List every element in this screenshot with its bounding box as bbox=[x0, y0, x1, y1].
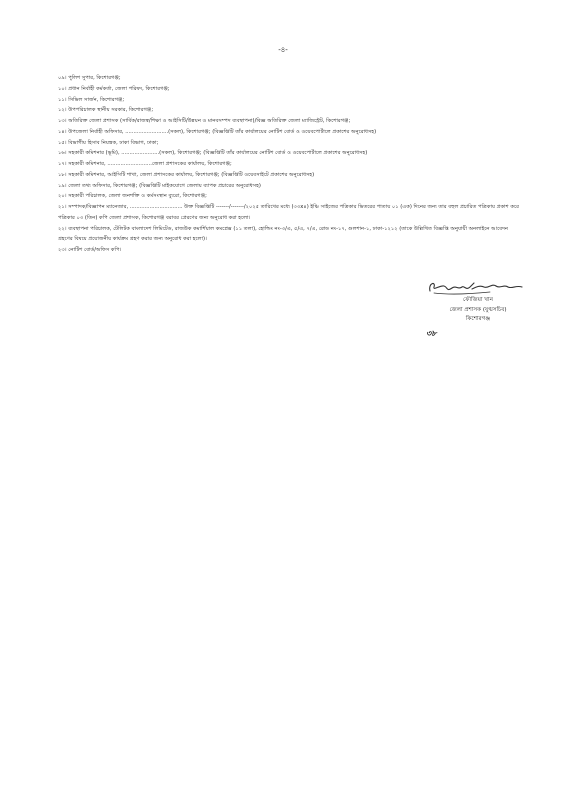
list-item: ০৯। পুলিশ সুপার, কিশোরগঞ্জ; bbox=[58, 75, 121, 81]
list-item: ২১। সম্পাদক/বিজ্ঞাপন ম্যানেজার, ................................ উক্ত বিজ্ঞপ্তিটি -------/-------/২০২৫ তারিখের মধ্যে (৩৩x৪) ইঞ্চি সাইজের পত্রিকার ভিতরের পাতায় ০১ (এক) দিনের জন্য তার বহুল প্রচারিত পত্রিকায় প্রকাশ করে পত্রিকার ০৩ (তিন) কপি জেলা প্রশাসক, কিশোরগঞ্জ বরাবর প্রেরণের জন্য অনুরোধ করা হলো। bbox=[58, 204, 519, 221]
signatory-name: ফৌজিয়া খান bbox=[463, 297, 493, 303]
signatory-designation: জেলা প্রশাসক (যুগ্মসচিব) bbox=[449, 306, 507, 313]
list-item: ১৬। সহকারী কমিশনার (ভূমি), .......................(সকল), কিশোরগঞ্জ; (বিজ্ঞপ্তিটি তাঁর কার্যালয়ের নোটিশ বোর্ড ও ওয়েবপোর্টালে প্রকাশের অনুরোধসহ) bbox=[58, 150, 368, 157]
list-item: ১১। সিভিল সার্জন, কিশোরগঞ্জ; bbox=[58, 96, 125, 103]
list-item: ২২। ব্যবস্থাপনা পরিচালক, টেলিটক বাংলাদেশ লিমিটেড, রাজউক কমার্শিয়াল কমপ্লেক্স (১১ তলা), হোল্ডিং নং-৩/এ, ৫/এ, ৭/এ, রোড নং-১৭, গুলশান-১, ঢাকা-১২১২ (তাকে উল্লিখিত বিজ্ঞপ্তি অনুযায়ী অনলাইনে আবেদন গ্রহণের বিষয়ে প্রয়োজনীয় কার্যক্রম গ্রহণ করার জন্য অনুরোধ করা হলো)। bbox=[58, 225, 509, 243]
list-item: ১৭। সহকারী কমিশনার, ...........................জেলা প্রশাসকের কার্যালয়, কিশোরগঞ্জ; bbox=[58, 161, 232, 167]
list-item: ১০। প্রধান নির্বাহী কর্মকর্তা, জেলা পরিষদ, কিশোরগঞ্জ; bbox=[58, 85, 170, 92]
list-item: ১৪। উপজেলা নির্বাহী অফিসার, ..........................(সকল), কিশোরগঞ্জ; (বিজ্ঞপ্তিটি তাঁর কার্যালয়ের নোটিশ বোর্ড ও ওয়েবপোর্টালে প্রকাশের অনুরোধসহ) bbox=[58, 128, 377, 135]
signatory-district: কিশোরগঞ্জ bbox=[465, 316, 491, 323]
list-item: ১৮। সহকারী কমিশনার, আইসিটি শাখা, জেলা প্রশাসকের কার্যালয়, কিশোরগঞ্জ; (বিজ্ঞপ্তিটি ওয়েবসাইটে প্রকাশের অনুরোধসহ) bbox=[58, 171, 315, 178]
handwritten-note: ৩৮ bbox=[426, 328, 437, 338]
handwritten-signature bbox=[400, 277, 560, 297]
list-item: ২০। সহকারী পরিচালক, জেলা জনশক্তি ও কর্মসংস্থান ব্যুরো, কিশোরগঞ্জ; bbox=[58, 193, 207, 200]
distribution-list bbox=[58, 73, 522, 256]
page-number: -৪- bbox=[278, 46, 288, 54]
list-item: ১৫। বিভাগীয় হিসাব নিয়ন্ত্রক, ঢাকা বিভাগ, ঢাকা; bbox=[58, 139, 159, 146]
list-item: ১৩। অতিরিক্ত জেলা প্রশাসক (সার্বিক/রাজস্ব/শিক্ষা ও আইসিটি/উন্নয়ন ও মানবসম্পদ ব্যবস্থাপনা)/বিজ্ঞ অতিরিক্ত জেলা ম্যাজিস্ট্রেট, কিশোরগঞ্জ; bbox=[58, 118, 351, 124]
list-item: ১২। উপপরিচালক স্থানীয় সরকার, কিশোরগঞ্জ; bbox=[58, 107, 154, 114]
list-item: ২৩। নোটিশ বোর্ড/অফিস কপি। bbox=[58, 247, 122, 253]
signature-block bbox=[418, 296, 538, 325]
list-item: ১৯। জেলা তথ্য অফিসার, কিশোরগঞ্জ; (বিজ্ঞপ্তিটি মাইকযোগে জেলায় ব্যাপক প্রচারের অনুরোধসহ) bbox=[58, 182, 261, 189]
